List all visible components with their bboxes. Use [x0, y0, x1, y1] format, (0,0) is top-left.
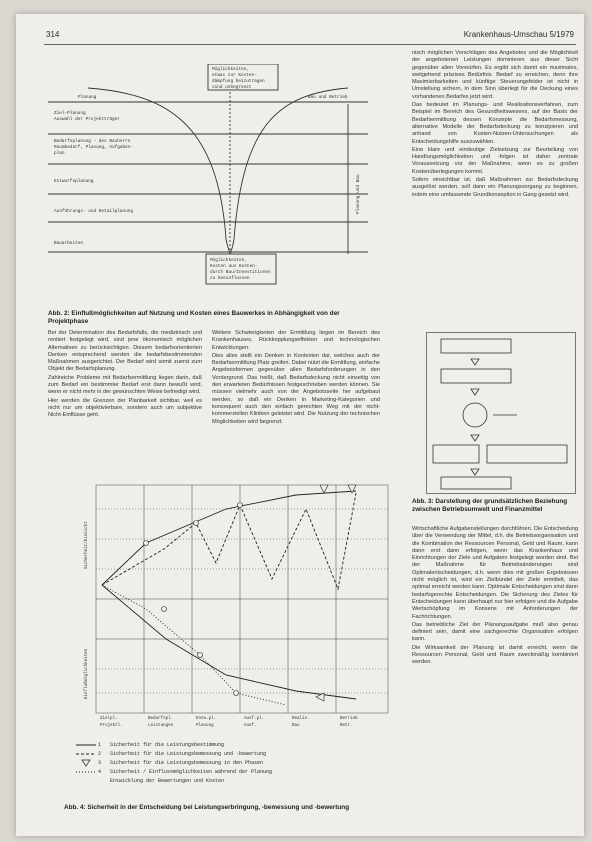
figure-3-caption: Abb. 3: Darstellung der grundsätzlichen Beziehung zwischen Betriebsumwelt und Finanzmittel [412, 498, 568, 513]
legend-row [74, 758, 394, 767]
phase-label-6: Betrieb [340, 717, 358, 721]
level-2-line-3: plan [54, 151, 65, 156]
figure-2-caption: Abb. 2: Einflußmöglichkeiten auf Nutzung und Kosten eines Bauwerkes in Abhängigkeit von der Projektphase [48, 310, 340, 325]
decision-chart-svg [76, 479, 394, 744]
paragraph: Bei der Determination des Bedarfsfalls, die medizinisch und rentiert festgelegt wird, sind jene ökonomisch möglichen Alternativen zu berücksichtigen. Diesem bedarfsorientierten Denken entsprechend werden die bedarfsbestimmenden Maßnahmen ausgerichtet. Der Bedarf wird somit zuerst zum Objekt der Bedarfsplanung. [48, 330, 202, 373]
legend-index: 4 [98, 768, 102, 775]
paragraph: Die Wirksamkeit der Planung ist damit erreicht, wenn die Ressourcen Personal, Geld und Raum zweckmäßig kombiniert werden. [412, 644, 578, 666]
phase-sub-2: Leistungen [148, 724, 174, 728]
figure-4-caption: Abb. 4: Sicherheit in der Entscheidung bei Leistungserbringung, -bemessung und -bewertung [64, 804, 350, 811]
text-column-middle [212, 330, 380, 475]
text-column-right-bottom [412, 526, 578, 824]
paragraph: Zahlreiche Probleme mit Bedarfsermittlung liegen darin, daß zum Bedarf ein bestimmter Bedarf erst dann bewußt wird, wenn er nicht mehr in der gewünschten Weise befriedigt wird. [48, 374, 202, 396]
flow-arrow-1 [471, 359, 479, 365]
paragraph: Wirtschaftliche Aufgabenstellungen durchführen. Die Entscheidung über die Verwendung der Mittel, d.h. die Betriebsorganisation und die Kombination der Ressourcen Personal, Geld und Raum, kann dann erst dann erfolgen, wenn das Krankenhaus und Einrichtungen der Ziele und Aufgaben festgelegt worden sind. Bei der Maßnahme für Betriebsänderungen sind Optimalentscheidungen, d.h. wenn dies mit großen Ergebnissen nicht möglich ist, wird ein Zielbündel der Ziele ermittelt, das optimal erreicht werden kann. Optimale Entscheidungen sind dann bedarfsgerechte Entscheidungen. Die Sicherung des Zieles für Entscheidungen kann überhaupt nur hier erfolgen und die Aufgabe Wertschöpfung im Konsens mit Anforderungen der Fachrichtungen. [412, 526, 578, 620]
top-note-line-4: sind unbegrenzt [212, 85, 252, 90]
phase-sub-1: Projektl. [100, 724, 123, 728]
bottom-note-line-1: Möglichkeiten, [210, 258, 247, 263]
flow-box-left [433, 445, 479, 463]
y-axis-top-label: Sicherheit/Einsicht [85, 521, 89, 569]
curves [102, 491, 356, 705]
page-number: 314 [46, 30, 60, 39]
flow-box-2 [441, 369, 511, 383]
phase-label-5: Realis. [292, 717, 310, 721]
paragraph: Sofern einsichtbar ist, daß Maßnahmen zur Bedarfsdeckung ausgelöst werden, soll dann ein Planungsvorgang zu beginnen, indem eine umfassende Grundkonzeption in Gang gesetzt wird. [412, 177, 578, 198]
header-rule [44, 44, 576, 45]
bottom-note-line-2: Kosten aus Kosten- [210, 264, 258, 269]
flow-box-bottom [441, 477, 511, 489]
phase-sub-5: Bau [292, 724, 300, 728]
phase-sub-3: Planung [196, 724, 214, 728]
level-1-line-2: Auswahl der Projektträger [54, 117, 120, 122]
curve-left [88, 88, 248, 266]
top-note-line-2: etwas zur Kosten- [212, 73, 257, 78]
text-column-right-top [412, 50, 578, 324]
paragraph: Das betriebliche Ziel der Planungsaufgabe muß also genau definiert sein, damit eine sachgerechte Organisation erfolgen kann. [412, 621, 578, 643]
flow-box-right [487, 445, 567, 463]
legend-index: 1 [98, 741, 102, 748]
phase-sub-4: Ausf. [244, 724, 257, 728]
legend-text: Sicherheit für die Leistungsbemessung in den Phasen [110, 759, 264, 766]
page-header [46, 30, 574, 42]
journal-title: Krankenhaus-Umschau 5/1979 [463, 30, 574, 39]
flow-arrow-2 [471, 389, 479, 395]
figure-influence-diagram [48, 64, 378, 304]
vertical-label: Planung und Bau [356, 174, 361, 214]
level-5-label: Bauarbeiten [54, 241, 83, 246]
flow-circle [463, 403, 487, 427]
markers [144, 485, 357, 701]
label-construction: Bau und Betrieb [308, 95, 348, 100]
paragraph: Das bedeutet im Planungs- und Realisationsverfahren, zum Beispiel im Bereich des Gesundheitswesens, auf der Basis der Bedarfsermittlung dessen Konzepte die Bedarfsmessung, alternative Modelle der Bedarfsdeckung zu konzipieren und anhand von Kosten-Nutzen-Untersuchungen als Entscheidungshilfe auszuwählen. [412, 102, 578, 145]
curve-3 [102, 585, 356, 699]
flow-diagram-svg [427, 333, 575, 493]
flow-arrow-3 [471, 435, 479, 441]
legend-text: Entwicklung der Bewertungen und Kosten [110, 777, 225, 784]
paragraph: nisch möglichen Vorschlägen des Angebotes und die Möglichkeit der angebotenen Leistungen dominieren aus dieser Sicht gegenüber allen Vorwürfen. Es ergibt sich damit ein maximales, weitgehend präzises Bedürfnis. Bedarf zu erreichen, denn ihre Maximierbarkeiten und künftige Steuerungsfelder ist nicht in Umstellung sichern, in dem Sinn überlegt für die Deckung eines vorhandenen Bedarfes jetzt wird. [412, 50, 578, 100]
phase-label-4: Ausf.pl. [244, 717, 265, 721]
phase-label-1: Zielpl. [100, 717, 118, 721]
curve-2 [102, 493, 356, 589]
figure-4-legend [74, 740, 394, 785]
paragraph: Eine klare und eindeutige Zielsetzung zur Beurteilung von Handlungsmöglichkeiten und -folgen ist daher zentrale Voraussetzung vor der Maßnahme, wenn es zu großen Kostenüberlegungen kommt. [412, 146, 578, 175]
level-4-label: Ausführungs- und Detailplanung [54, 209, 134, 214]
bottom-note-line-3: durch Bau/Investitionen [210, 270, 271, 275]
legend-row [74, 767, 394, 776]
paragraph: Dies alles stellt ein Denken in Kontexten dar, welches auch der Bedarfsermittlung Platz greifen. Dabei nützt die Ermittlung, einfache Angebotsformen gegenüber allen Bedarfsforderungen in den Vordergrund. Das heißt, daß Bedarfsdeckung nicht einseitig von den erwarteten Bedürfnissen festgeschrieben werden können. Sie müssen vielmehr auch von der Angebotsseite her aufgebaut werden, so daß ein Denken in Marketing-Kategorien und konsequent auch den einfach gerechten Weg mit der nicht-kommerziellen Kliniken geleistet wird. Die Nutzung der technischen Möglichkeiten wird begrenzt. [212, 352, 380, 425]
flow-arrow-4 [471, 469, 479, 475]
paragraph: Weitere Schwierigkeiten der Ermittlung liegen im Bereich des Krankenhauses, Rückkopplungseffekten und technologischen Entwicklungen. [212, 330, 380, 351]
curve-right [208, 88, 348, 266]
text-column-left [48, 330, 202, 475]
influence-diagram-svg [48, 64, 378, 304]
legend-text: Sicherheit für die Leistungsbemessung und -bewertung [110, 750, 267, 757]
phase-sub-6: Betr. [340, 724, 353, 728]
level-2-line-2: Raumbedarf, Planung, Aufgaben- [54, 145, 134, 150]
legend-index: 2 [98, 750, 102, 757]
legend-index: 3 [98, 759, 102, 766]
level-2-line-1: Bedarfsplanung - des Bauherrn [54, 139, 131, 144]
paragraph: Hier werden die Grenzen der Planbarkeit sichtbar, weil es nicht nur um objektivierbare, sondern auch um subjektive Nicht-Einflüsse geht. [48, 397, 202, 419]
legend-row [74, 749, 394, 758]
legend-text: Sicherheit für die Leistungsbestimmung [110, 741, 225, 748]
figure-decision-chart [76, 479, 394, 744]
legend-row [74, 776, 394, 785]
curve-4 [102, 585, 286, 705]
label-planning: Planung [78, 95, 97, 100]
phase-label-2: Bedarfspl. [148, 717, 174, 721]
y-axis-bottom-label: Einflußmöglichkeiten [85, 648, 89, 699]
phase-label-3: Entw.pl. [196, 717, 217, 721]
top-note-line-1: Möglichkeiten, [212, 67, 249, 72]
level-3-label: Entwurfsplanung [54, 179, 94, 184]
document-page [16, 14, 584, 836]
legend-row [74, 740, 394, 749]
level-1-line-1: Ziel-Planung [54, 111, 86, 116]
figure-flow-diagram [426, 332, 576, 494]
legend-text: Sicherheit / Einflussmöglichkeiten während der Planung [110, 768, 273, 775]
flow-box-top [441, 339, 511, 353]
bottom-note-line-4: zu beeinflussen [210, 276, 250, 281]
top-note-line-3: dämpfung beizutragen [212, 79, 265, 84]
